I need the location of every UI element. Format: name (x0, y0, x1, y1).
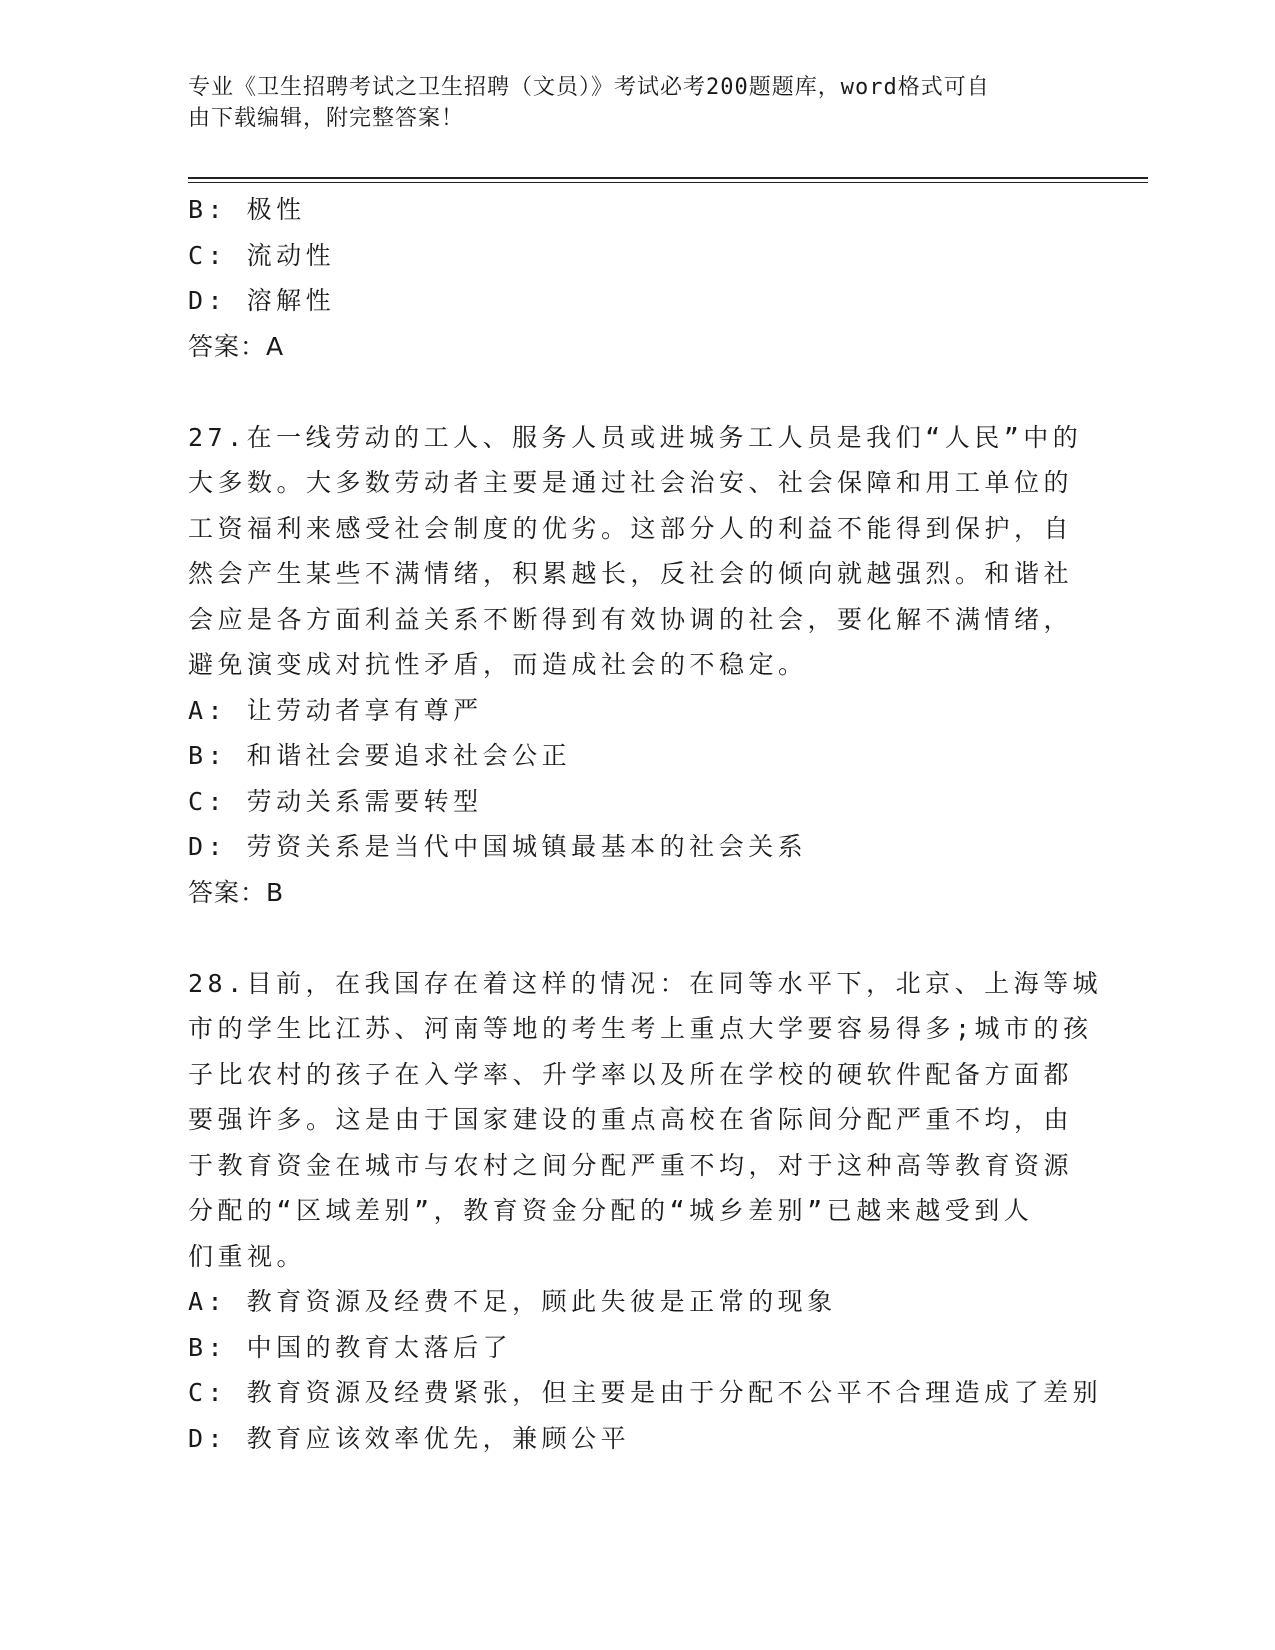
option-c: C: 劳动关系需要转型 (188, 786, 483, 816)
option-b: B: 中国的教育太落后了 (188, 1332, 513, 1362)
option-c: C: 流动性 (188, 240, 336, 270)
question-stem-line: 会应是各方面利益关系不断得到有效协调的社会，要化解不满情绪， (188, 604, 1074, 634)
question-stem-line: 工资福利来感受社会制度的优劣。这部分人的利益不能得到保护，自 (188, 513, 1074, 543)
answer-line: 答案：B (188, 877, 285, 907)
answer-line: 答案：A (188, 331, 285, 361)
question-stem-line: 避免演变成对抗性矛盾，而造成社会的不稳定。 (188, 650, 808, 679)
question-stem-line: 要强许多。这是由于国家建设的重点高校在省际间分配严重不均，由 (188, 1105, 1074, 1134)
question-stem-line: 们重视。 (188, 1241, 307, 1271)
question-stem-line: 大多数。大多数劳动者主要是通过社会治安、社会保障和用工单位的 (188, 468, 1074, 497)
option-d: D: 教育应该效率优先，兼顾公平 (188, 1423, 631, 1453)
document-header (188, 72, 1068, 134)
spacer (188, 915, 1088, 961)
option-d: D: 溶解性 (188, 286, 336, 315)
header-line-2: 由下载编辑，附完整答案！ (188, 106, 465, 131)
spacer (188, 369, 1088, 415)
option-a: A: 让劳动者享有尊严 (188, 695, 483, 725)
question-stem-line: 于教育资金在城市与农村之间分配严重不均，对于这种高等教育资源 (188, 1150, 1074, 1180)
document-body (188, 187, 1103, 1461)
header-divider-thin (188, 182, 1148, 183)
question-stem-line: 然会产生某些不满情绪，积累越长，反社会的倾向就越强烈。和谐社 (188, 559, 1074, 588)
question-27-block (188, 415, 1088, 916)
question-stem-line: 27.在一线劳动的工人、服务人员或进城务工人员是我们“人民”中的 (188, 422, 1083, 452)
previous-question-block (188, 187, 1088, 369)
question-stem-line: 子比农村的孩子在入学率、升学率以及所在学校的硬软件配备方面都 (188, 1059, 1074, 1089)
option-d: D: 劳资关系是当代中国城镇最基本的社会关系 (188, 832, 808, 861)
question-stem-line: 28.目前，在我国存在着这样的情况：在同等水平下，北京、上海等城 (188, 968, 1103, 998)
question-stem-line: 市的学生比江苏、河南等地的考生考上重点大学要容易得多;城市的孩 (188, 1014, 1093, 1043)
header-divider-thick (188, 177, 1148, 179)
option-a: A: 教育资源及经费不足，顾此失彼是正常的现象 (188, 1287, 837, 1316)
question-28-block (188, 961, 1103, 1462)
question-stem-line: 分配的“区域差别”，教育资金分配的“城乡差别”已越来越受到人 (188, 1196, 1034, 1225)
header-line-1: 专业《卫生招聘考试之卫生招聘（文员）》考试必考200题题库，word格式可自 (188, 75, 990, 100)
option-b: B: 极性 (188, 195, 306, 224)
option-b: B: 和谐社会要追求社会公正 (188, 741, 572, 770)
option-c: C: 教育资源及经费紧张，但主要是由于分配不公平不合理造成了差别 (188, 1378, 1103, 1407)
